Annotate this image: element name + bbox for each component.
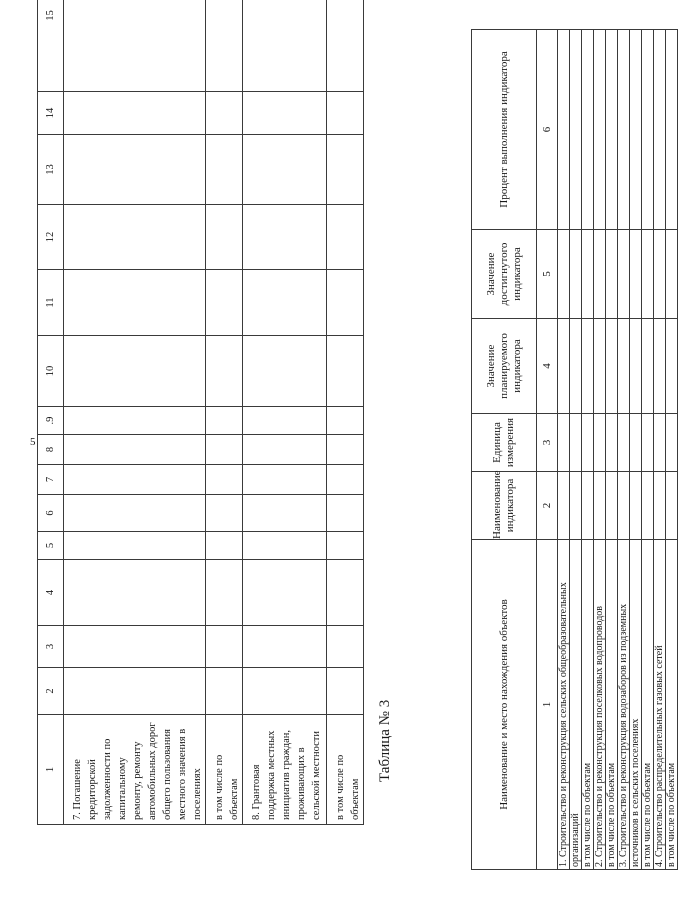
table1-header-cell: 4 [38,560,64,626]
table-row [618,30,630,870]
table3-header-cell: Наименование и место нахождения объектов [472,540,537,870]
table-row [558,30,570,870]
table1-header-cell: 13 [38,135,64,205]
table-row [606,30,618,870]
row-label: 8. Грантовая поддержка местных инициатив граждан, проживающих в сельской местности [243,715,327,825]
table-row [642,30,654,870]
table-row [570,30,582,870]
table3-number-cell: 2 [537,472,558,540]
table1-header-cell: 12 [38,205,64,270]
table1-header-cell: 3 [38,626,64,668]
row-label: в том числе по объектам [642,540,654,870]
table1-header-cell: 10 [38,336,64,407]
table1-header-cell: 7 [38,465,64,495]
row-label: в том числе по объектам [206,715,243,825]
row-label: 7. Погашение кредиторской задолженности по капитальному ремонту, ремонту автомобильных дорог общего пользования местного значения в поселениях [64,715,206,825]
table1 [37,0,364,825]
table-row [666,30,678,870]
row-label: в том числе по объектам [582,540,594,870]
table-row [654,30,666,870]
table1-header-cell: 6 [38,495,64,532]
row-label: 4. Строительство распределительных газовых сетей [654,540,666,870]
table3-header-cell: Значение достигнутого индикатора [472,230,537,319]
table3-header-row [472,30,537,870]
table1-header-cell: 11 [38,270,64,336]
table3-number-cell: 1 [537,540,558,870]
table1-header-cell: 15 [38,0,64,92]
row-label: в том числе по объектам [666,540,678,870]
row-label: организаций [570,540,582,870]
table3-number-row [537,30,558,870]
table1-header-cell: 1 [38,715,64,825]
table-row [327,0,364,825]
table3-header-cell: Процент выполнения индикатора [472,30,537,230]
table3-header-cell: Наименование индикатора [472,472,537,540]
table1-header-cell: .9 [38,407,64,435]
table3-number-cell: 4 [537,319,558,414]
table-row [243,0,327,825]
table3-title: Таблица № 3 [377,699,393,782]
table-row [64,0,206,825]
table1-header-row [38,0,64,825]
table1-header-cell: 5 [38,532,64,560]
table3 [471,29,678,870]
table-row [582,30,594,870]
table3-number-cell: 5 [537,230,558,319]
table1-header-cell: 14 [38,92,64,135]
table3-number-cell: 3 [537,414,558,472]
table3-wrapper [471,30,678,870]
table-row [594,30,606,870]
table3-header-cell: Значение планируемого индикатора [472,319,537,414]
row-label: 3. Строительство и реконструкция водозаборов из подземных [618,540,630,870]
table-row [206,0,243,825]
page-number: 5 [30,436,36,448]
row-label: в том числе по объектам [327,715,364,825]
table3-number-cell: 6 [537,30,558,230]
table3-header-cell: Единица измерения [472,414,537,472]
table1-header-cell: 2 [38,668,64,715]
table1-header-cell: 8 [38,435,64,465]
row-label: в том числе по объектам [606,540,618,870]
table1-wrapper [37,10,364,825]
table-row [630,30,642,870]
row-label: 1. Строительство и реконструкция сельских общеобразовательных [558,540,570,870]
row-label: источников в сельских поселениях [630,540,642,870]
row-label: 2. Строительство и реконструкция поселковых водопроводов [594,540,606,870]
